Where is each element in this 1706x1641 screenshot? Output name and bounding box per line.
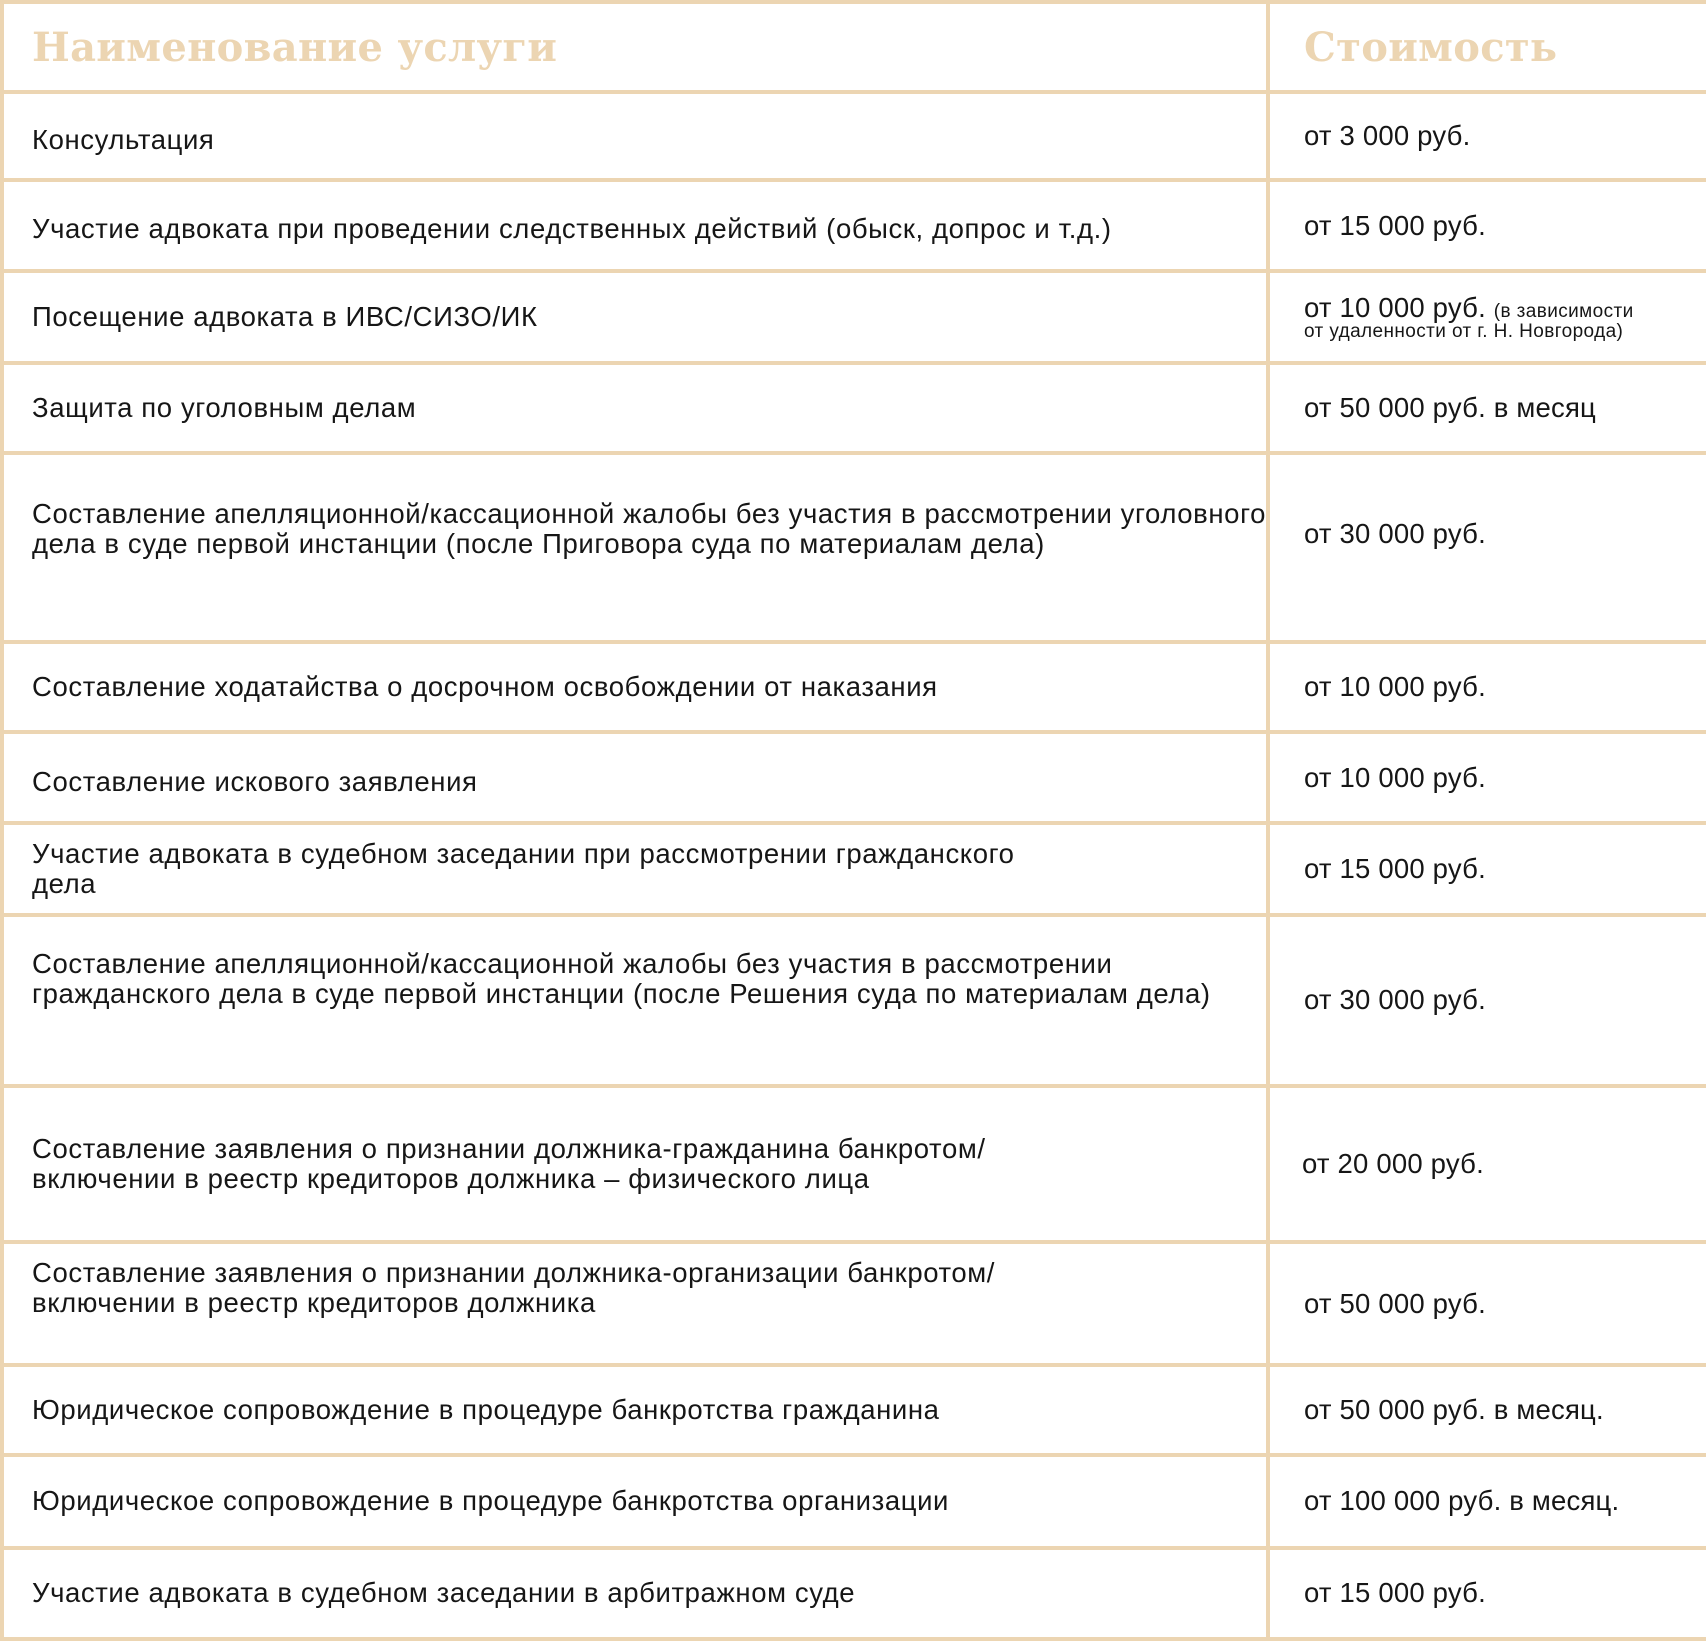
price-note-continued: от удаленности от г. Н. Новгорода) bbox=[1304, 320, 1624, 342]
service-name: Юридическое сопровождение в процедуре банкротства организации bbox=[2, 1455, 1268, 1547]
table-row bbox=[2, 1548, 1706, 1639]
table-row bbox=[2, 823, 1706, 915]
service-name: Составление апелляционной/кассационной жалобы без участия в рассмотрении гражданского дела в суде первой инстанции (после Решения суда по материалам дела) bbox=[2, 915, 1268, 1086]
table-row bbox=[2, 363, 1706, 453]
service-name: Участие адвоката в судебном заседании при рассмотрении гражданского дела bbox=[2, 823, 1268, 915]
column-header-price: Стоимость bbox=[1268, 2, 1706, 92]
column-header-service: Наименование услуги bbox=[2, 2, 1268, 92]
service-name: Юридическое сопровождение в процедуре банкротства гражданина bbox=[2, 1365, 1268, 1455]
table-row bbox=[2, 92, 1706, 180]
service-price-cell bbox=[1268, 271, 1706, 363]
table-row bbox=[2, 1086, 1706, 1243]
service-price: от 10 000 руб. bbox=[1304, 291, 1486, 323]
service-price: от 30 000 руб. bbox=[1268, 915, 1706, 1086]
table-row bbox=[2, 453, 1706, 642]
service-name: Составление искового заявления bbox=[2, 732, 1268, 822]
service-name: Участие адвоката при проведении следственных действий (обыск, допрос и т.д.) bbox=[2, 180, 1268, 270]
service-name: Составление заявления о признании должника-организации банкротом/ включении в реестр кредиторов должника bbox=[2, 1242, 1268, 1364]
service-name: Составление апелляционной/кассационной жалобы без участия в рассмотрении уголовного дела в суде первой инстанции (после Приговора суда по материалам дела) bbox=[2, 453, 1268, 642]
table-row bbox=[2, 180, 1706, 270]
table-row bbox=[2, 642, 1706, 732]
table-row bbox=[2, 915, 1706, 1086]
service-name: Защита по уголовным делам bbox=[2, 363, 1268, 453]
service-name: Консультация bbox=[2, 92, 1268, 180]
service-price: от 50 000 руб. в месяц bbox=[1268, 363, 1706, 453]
service-price: от 30 000 руб. bbox=[1268, 453, 1706, 642]
service-price: от 50 000 руб. в месяц. bbox=[1268, 1365, 1706, 1455]
table-header-row bbox=[2, 2, 1706, 92]
table-row bbox=[2, 1242, 1706, 1364]
service-name: Составление заявления о признании должника-гражданина банкротом/ включении в реестр кредиторов должника – физического лица bbox=[2, 1086, 1268, 1243]
service-price: от 15 000 руб. bbox=[1268, 1548, 1706, 1639]
table-row bbox=[2, 271, 1706, 363]
table-row bbox=[2, 1455, 1706, 1547]
service-name: Посещение адвоката в ИВС/СИЗО/ИК bbox=[2, 271, 1268, 363]
service-price: от 100 000 руб. в месяц. bbox=[1268, 1455, 1706, 1547]
service-price: от 10 000 руб. bbox=[1268, 642, 1706, 732]
price-note: (в зависимости bbox=[1493, 300, 1634, 322]
service-name: Составление ходатайства о досрочном освобождении от наказания bbox=[2, 642, 1268, 732]
table-row bbox=[2, 732, 1706, 822]
table-row bbox=[2, 1365, 1706, 1455]
service-price: от 3 000 руб. bbox=[1268, 92, 1706, 180]
service-price: от 15 000 руб. bbox=[1268, 823, 1706, 915]
service-price: от 20 000 руб. bbox=[1268, 1086, 1706, 1243]
service-price: от 15 000 руб. bbox=[1268, 180, 1706, 270]
service-name: Участие адвоката в судебном заседании в арбитражном суде bbox=[2, 1548, 1268, 1639]
service-price: от 50 000 руб. bbox=[1268, 1242, 1706, 1364]
service-price: от 10 000 руб. bbox=[1268, 732, 1706, 822]
